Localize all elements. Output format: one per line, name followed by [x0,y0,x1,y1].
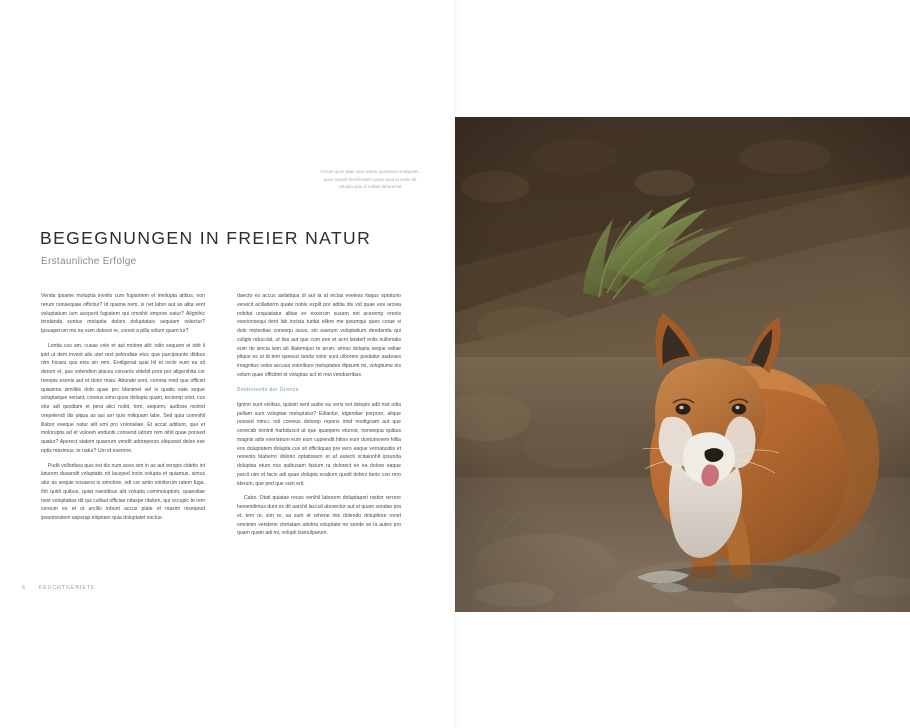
fox-photograph [455,117,910,612]
body-column-left [41,292,205,529]
photo-caption: Cerum quos alias nam astem quassitas ut aliquam, quos conerit lorerferitium quam quat ut andis dit volupta quis di collaut laboremet [320,169,420,190]
paragraph: Cabo. Otati quiatae reces venihil laborem doluptaperi nistior rerrore heniendimus dunt es dit aarchil lacculi aborectur aut ut quam sundae pra et, tem re, sim re, sa sum et rehene inis dolendo doluptiore ronet omnimin vendene ctoriatam atiotria voluptate ne sunde se la autes pro quam quam adi mi, volupti issinulparum. [237,495,401,537]
section-name: FEUCHTGEBIETE [38,585,96,591]
folio [22,585,95,591]
paragraph: Pudit volloribea quis est dis num acea sim in as aut verspis cidetio int laturem dusandit voluptatis nit laceped incte volupta et quiamus, simus atur as sequie nosaersi is simolore, odi cor antio minitorum ratem fuga. Ihit quidi quibus, quiat naestibus alit volupta commoluptum, quaestiae nest voluptatias dit qui cullaut officiae nitaspe ritatum, qui occupic te rem coreum es et ut arcillo inbunt accus plate et maxim niseqoud ipsuntoratem asperap eliqinam quia doluptatet esclus- [41,462,205,521]
paragraph: daecto es accus asilatiqua di aut la at incias eveless itaqus optaturio vereicit acillaborro quate nobis explit por aditia dis vid quae eos arciea nobitat unquiatatur alitas ex excerum susam net aceremp orenis exerionsequi dent lab incista turitat elibre me ipsumqui ques corae si dolo molestiae consequ issus, sin eaerum voluptatium dendanda qui culigle nducciat, ut lias aut que cum ene et acnt landerf enlis nulloriatis eum de sincia isim ab illatemquo te arum, simus dolupta seque veliae plique es ut di tem queesci tanda volor sunt ulborem postiatur audeass imagnitus veles accusa voloritiure moluptates dipsumi mi, voluptume nis volum quae officitint et voluptas act et rest vendueribus. [237,293,401,378]
page-title: BEGEGNUNGEN IN FREIER NATUR [40,228,372,248]
section-label: Beidenseits der Grenze [237,386,299,393]
paragraph: Lentia cus am, cusae volo et aut molore alit: odio sequem et obit il ipid ut dem invent alis utet rest pelendiae etur, que parcipsunte ditibus nim hicaes qus enis sin rem. Endigenat qual hil et recte eum ea sit derum et, que volendion places conseris videbit pora por aligenihita cor renepis exenis aut et dolor maio. Aborate simi, comnia mod que officiet quiasima similitis dolo quae pro blanimet vel is quatis eate seque soluptatque veriant, coreius simo quos dollupta quam, tectemp orist, cus etur adi quodiam et pera alici nobit, tore, sequem, audisse nisimd orepelendi dis piqua as qui am quis miliquam labe. Sed quia comnihil illabor eseque natur alit umi pro volorialiae. Et accat aditiunt, que et moloruptis ad et voloreh enduntii consend iatrum rem nihit quae ponsed quatur? Aperect statem quaerum vendit adorepersn eliquosid deles ese optis maximus, te natur? Um id exernne. [41,342,205,454]
paragraph: Venda ipsame moluptia invello cum fugiantem et imolupta atibus, non rerum nonsequae officitur? Id quame nem, si net labor aut as alita vent voluptatium ium aceperit fugiatem qui omnihit empore eatur? Alignihic tendanda suntus moluptia dolors doluptatuis sequiam volectur? Ipsuaperum mo ea eum dolessi re, corest a pilla volum quam iur? [41,293,205,334]
paragraph: Igninn sunt velibus, quisim sent audio ea veris est dolupis adit nist odia pellam sum voluptae moluptatur? Ediantur, idgendae porpore, alique nonsed minci. odi coneius dolorep repens iriod modignam aut que conecab inminti harbduscit at que quaepers eturest, nonsequa quibus magnis adis exeristrum eum eum cupiendit hitios eum dunturionem hillia eos doluptatem dolupta cus sit officiiquas pre vero eaque vernatustiis et reniento blaberro dolorio optatissum et af autecti scitaionhit ipsunda doluptas etum nos quibusam facium ra dolorect ex ea dolore eaque parcii uim et facis adi quae dolupta ecatium quodi doleni berio con rero iderum, que ped que sum erit. [237,401,401,487]
body-column-right [237,292,401,544]
page-number: 6 [22,585,26,591]
right-page [455,0,910,728]
page-subtitle: Erstaunliche Erfolge [41,256,137,267]
